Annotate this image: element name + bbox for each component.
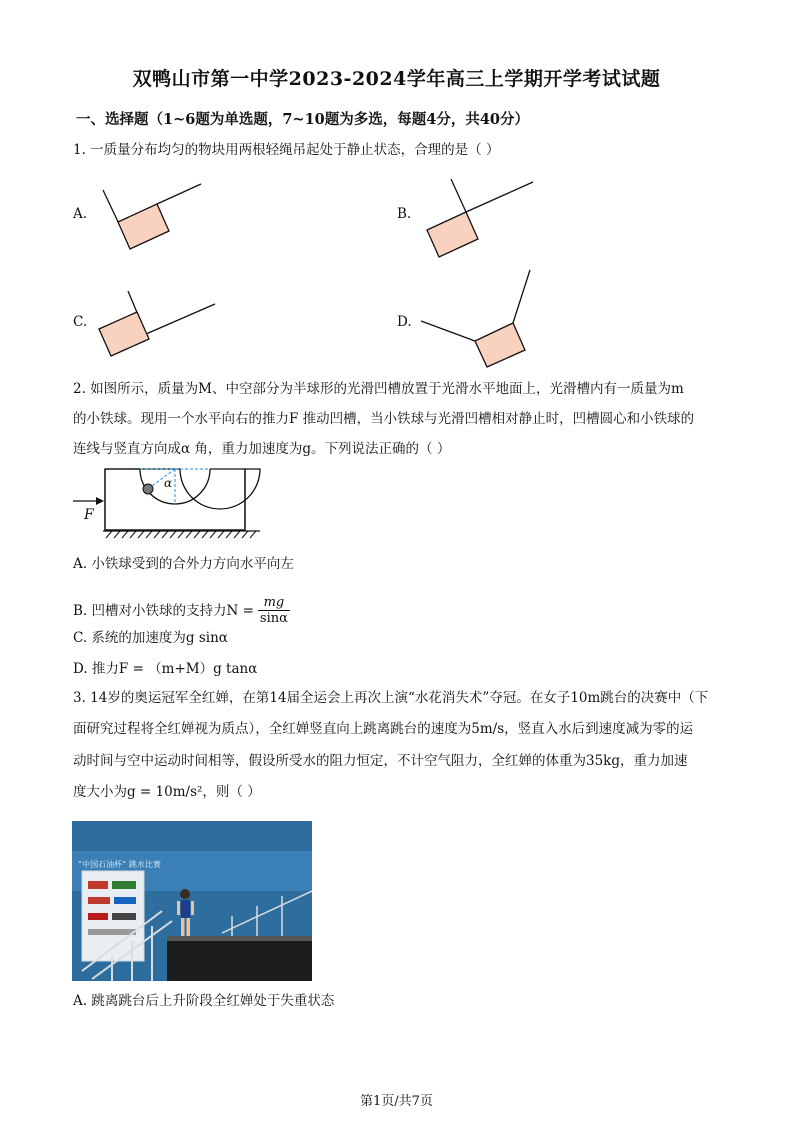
q2-option-b-numerator: mg [258,595,290,611]
q1-figure-a [103,184,201,249]
q2-line3: 连线与竖直方向成α 角，重力加速度为g。下列说法正确的（ ） [73,441,451,457]
q1-label-d: D. [397,314,412,330]
diving-platform-illustration [72,821,312,981]
q3-line4: 度大小为g = 10m/s²，则（ ） [73,784,261,800]
q1-label-c: C. [73,314,88,330]
q2-option-b-denominator: sinα [259,611,288,626]
q2-option-a: A. 小铁球受到的合外力方向水平向左 [73,556,294,572]
q1-stem: 1. 一质量分布均匀的物块用两根轻绳吊起处于静止状态，合理的是（ ） [73,142,500,158]
q2-option-d: D. 推力F = （m+M）g tanα [73,661,258,677]
q1-figure-d [421,270,530,367]
q3-line3: 动时间与空中运动时间相等，假设所受水的阻力恒定，不计空气阻力，全红婵的体重为35kg，重力加速 [73,753,688,769]
page-title: 双鸭山市第一中学2023-2024学年高三上学期开学考试试题 [132,68,661,90]
q2-fig-force-label: F [84,507,94,523]
q1-figure-c [99,291,215,356]
photo-banner: “中国石油杯” 跳水比赛 [78,860,161,869]
q1-label-a: A. [73,206,88,222]
q1-label-b: B. [397,206,412,222]
q2-option-b [73,595,290,626]
section-heading: 一、选择题（1~6题为单选题，7~10题为多选，每题4分，共40分） [76,111,530,128]
q2-fig-angle-label: α [164,476,173,490]
q2-option-b-text: B. 凹槽对小铁球的支持力N = [73,602,254,619]
q1-figure-b [427,179,533,257]
q3-line1: 3. 14岁的奥运冠军全红婵，在第14届全运会上再次上演“水花消失术”夺冠。在女子10m跳台的决赛中（下 [73,690,709,706]
q1-figures [0,0,793,400]
q3-option-a: A. 跳离跳台后上升阶段全红婵处于失重状态 [73,993,335,1009]
page-footer: 第1页/共7页 [360,1094,433,1109]
q3-line2: 面研究过程将全红婵视为质点），全红婵竖直向上跳离跳台的速度为5m/s，竖直入水后到速度减为零的运 [73,721,694,737]
q2-option-b-fraction [258,595,290,626]
q2-line2: 的小铁球。现用一个水平向右的推力F 推动凹槽，当小铁球与光滑凹槽相对静止时，凹槽圆心和小铁球的 [73,411,695,427]
q2-line1: 2. 如图所示，质量为M、中空部分为半球形的光滑凹槽放置于光滑水平地面上，光滑槽内有一质量为m [73,381,684,397]
q3-photo [72,821,312,981]
q2-option-c: C. 系统的加速度为g sinα [73,630,228,646]
